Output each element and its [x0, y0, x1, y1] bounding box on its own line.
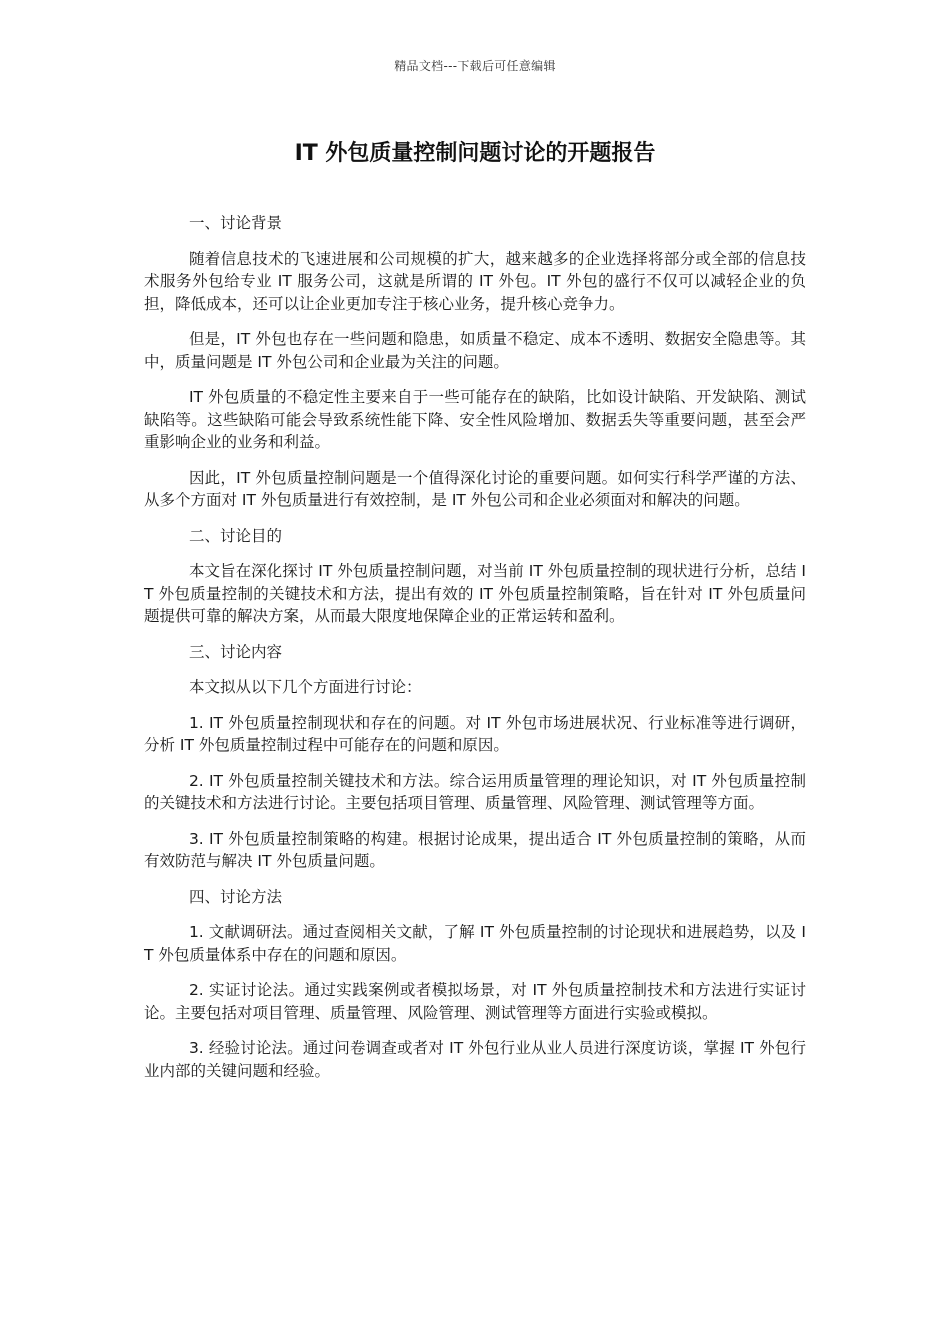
- list-item: 2. IT 外包质量控制关键技术和方法。综合运用质量管理的理论知识，对 IT 外包质量控制的关键技术和方法进行讨论。主要包括项目管理、质量管理、风险管理、测试管理等方面。: [144, 771, 806, 812]
- paragraph: 因此，IT 外包质量控制问题是一个值得深化讨论的重要问题。如何实行科学严谨的方法、从多个方面对 IT 外包质量进行有效控制，是 IT 外包公司和企业必须面对和解决的问题。: [144, 468, 806, 509]
- list-item: 2. 实证讨论法。通过实践案例或者模拟场景，对 IT 外包质量控制技术和方法进行实证讨论。主要包括对项目管理、质量管理、风险管理、测试管理等方面进行实验或模拟。: [144, 981, 806, 1022]
- list-item: 1. IT 外包质量控制现状和存在的问题。对 IT 外包市场进展状况、行业标准等进行调研，分析 IT 外包质量控制过程中可能存在的问题和原因。: [144, 713, 806, 754]
- section-heading-content: 三、讨论内容: [188, 642, 282, 661]
- paragraph: 本文拟从以下几个方面进行讨论：: [188, 678, 422, 696]
- section-heading-purpose: 二、讨论目的: [188, 526, 282, 545]
- document-title: IT 外包质量控制问题讨论的开题报告: [294, 141, 656, 166]
- paragraph: 本文旨在深化探讨 IT 外包质量控制问题，对当前 IT 外包质量控制的现状进行分析，总结 IT 外包质量控制的关键技术和方法，提出有效的 IT 外包质量控制策略，旨在针对 IT 外包质量问题提供可靠的解决方案，从而最大限度地保障企业的正常运转和盈利。: [144, 562, 806, 625]
- section-heading-background: 一、讨论背景: [188, 214, 282, 232]
- section-heading-methods: 四、讨论方法: [188, 887, 282, 906]
- paragraph: IT 外包质量的不稳定性主要来自于一些可能存在的缺陷，比如设计缺陷、开发缺陷、测试缺陷等。这些缺陷可能会导致系统性能下降、安全性风险增加、数据丢失等重要问题，甚至会严重影响企业的业务和利益。: [144, 388, 806, 451]
- paragraph: 但是，IT 外包也存在一些问题和隐患，如质量不稳定、成本不透明、数据安全隐患等。其中，质量问题是 IT 外包公司和企业最为关注的问题。: [144, 330, 806, 371]
- header-watermark: 精品文档---下载后可任意编辑: [394, 59, 556, 73]
- paragraph: 随着信息技术的飞速进展和公司规模的扩大，越来越多的企业选择将部分或全部的信息技术服务外包给专业 IT 服务公司，这就是所谓的 IT 外包。IT 外包的盛行不仅可以减轻企业的负担，降低成本，还可以让企业更加专注于核心业务，提升核心竞争力。: [144, 249, 806, 313]
- list-item: 3. IT 外包质量控制策略的构建。根据讨论成果，提出适合 IT 外包质量控制的策略，从而有效防范与解决 IT 外包质量问题。: [144, 829, 806, 870]
- list-item: 1. 文献调研法。通过查阅相关文献，了解 IT 外包质量控制的讨论现状和进展趋势，以及 IT 外包质量体系中存在的问题和原因。: [144, 923, 806, 964]
- list-item: 3. 经验讨论法。通过问卷调查或者对 IT 外包行业从业人员进行深度访谈，掌握 IT 外包行业内部的关键问题和经验。: [144, 1039, 806, 1080]
- document-body: [144, 212, 806, 1095]
